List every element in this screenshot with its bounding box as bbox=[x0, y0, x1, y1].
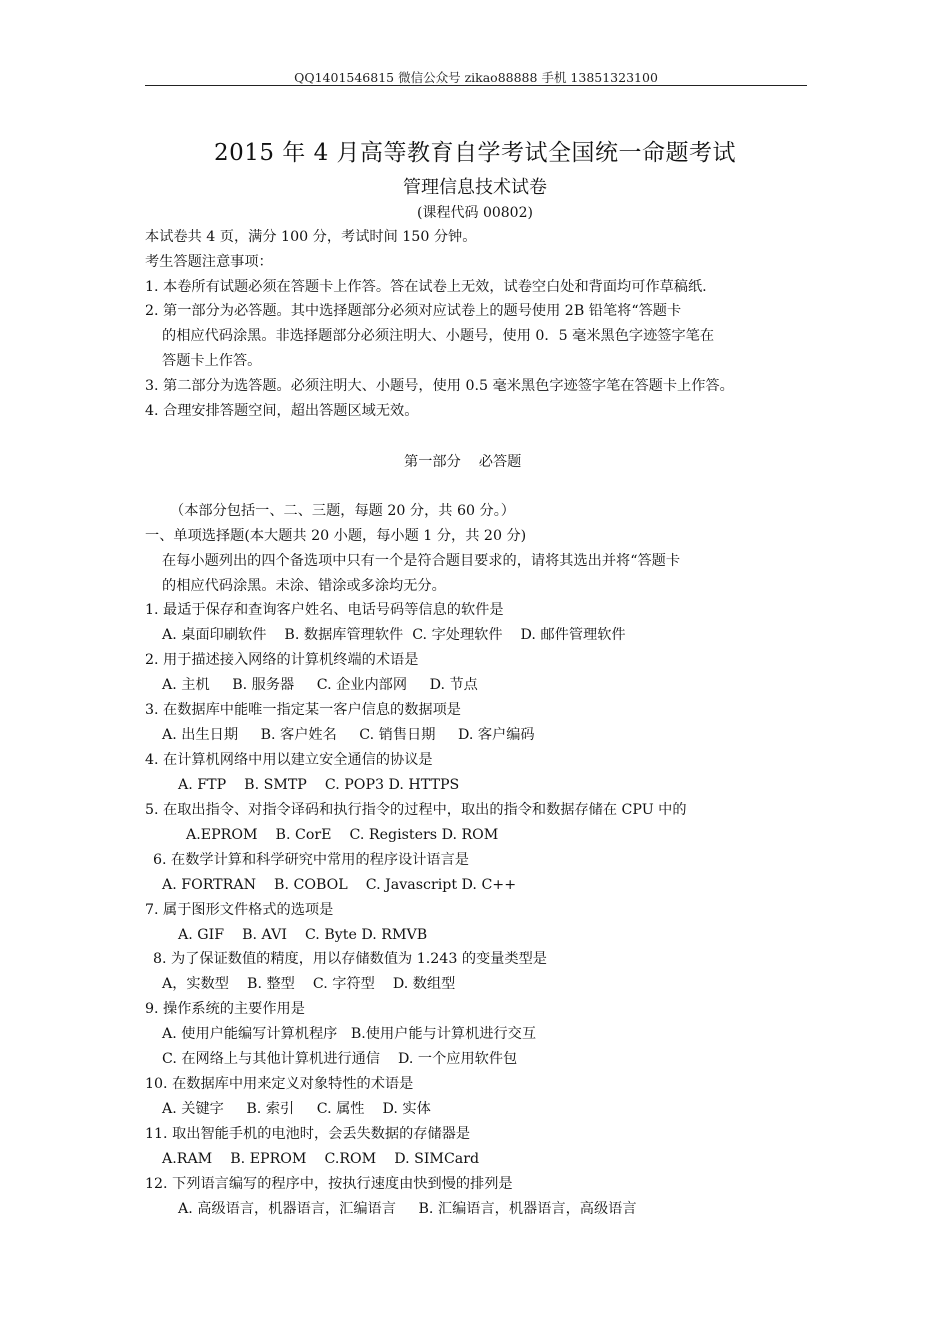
question-8-options: A，实数型 B. 整型 C. 字符型 D. 数组型 bbox=[162, 976, 456, 992]
section1-desc: 在每小题列出的四个备选项中只有一个是符合题目要求的，请将其选出并将“答题卡 bbox=[162, 553, 681, 569]
question-1: 1. 最适于保存和查询客户姓名、电话号码等信息的软件是 bbox=[145, 602, 504, 618]
question-2: 2. 用于描述接入网络的计算机终端的术语是 bbox=[145, 652, 419, 668]
question-4: 4. 在计算机网络中用以建立安全通信的协议是 bbox=[145, 752, 433, 768]
question-6-options: A. FORTRAN B. COBOL C. Javascript D. C++ bbox=[162, 877, 517, 893]
course-code: (课程代码 00802) bbox=[417, 205, 533, 221]
question-3: 3. 在数据库中能唯一指定某一客户信息的数据项是 bbox=[145, 702, 461, 718]
instruction-item-4: 4. 合理安排答题空间，超出答题区域无效。 bbox=[145, 403, 419, 419]
question-9: 9. 操作系统的主要作用是 bbox=[145, 1001, 305, 1017]
question-10-options: A. 关键字 B. 索引 C. 属性 D. 实体 bbox=[162, 1101, 431, 1117]
page-header: QQ1401546815 微信公众号 zikao88888 手机 13851323100 bbox=[294, 70, 658, 85]
exam-subject: 管理信息技术试卷 bbox=[403, 177, 547, 198]
question-9-options-ab: A. 使用户能编写计算机程序 B.使用户能与计算机进行交互 bbox=[162, 1026, 537, 1042]
part1-heading: 第一部分 必答题 bbox=[404, 454, 522, 470]
header-divider bbox=[145, 85, 807, 86]
question-2-options: A. 主机 B. 服务器 C. 企业内部网 D. 节点 bbox=[162, 677, 478, 693]
question-11-options: A.RAM B. EPROM C.ROM D. SIMCard bbox=[162, 1151, 480, 1167]
question-6: 6. 在数学计算和科学研究中常用的程序设计语言是 bbox=[153, 852, 469, 868]
exam-title: 2015 年 4 月高等教育自学考试全国统一命题考试 bbox=[213, 140, 737, 166]
instructions-heading: 考生答题注意事项： bbox=[145, 254, 273, 270]
question-4-options: A. FTP B. SMTP C. POP3 D. HTTPS bbox=[178, 777, 460, 793]
instruction-item-3: 3. 第二部分为选答题。必须注明大、小题号，使用 0.5 毫米黑色字迹签字笔在答题卡上作答。 bbox=[145, 378, 734, 394]
question-12-options: A. 高级语言，机器语言，汇编语言 B. 汇编语言，机器语言，高级语言 bbox=[178, 1201, 637, 1217]
question-12: 12. 下列语言编写的程序中，按执行速度由快到慢的排列是 bbox=[145, 1176, 513, 1192]
instruction-item-2: 2. 第一部分为必答题。其中选择题部分必须对应试卷上的题号使用 2B 铅笔将“答题卡 bbox=[145, 303, 682, 319]
question-9-options-cd: C. 在网络上与其他计算机进行通信 D. 一个应用软件包 bbox=[162, 1051, 518, 1067]
part1-note: （本部分包括一、二、三题，每题 20 分，共 60 分。） bbox=[170, 503, 515, 519]
instruction-item-2-cont: 的相应代码涂黑。非选择题部分必须注明大、小题号，使用 0．5 毫米黑色字迹签字笔在 bbox=[162, 328, 715, 344]
instruction-item-2-end: 答题卡上作答。 bbox=[162, 353, 262, 369]
question-10: 10. 在数据库中用来定义对象特性的术语是 bbox=[145, 1076, 414, 1092]
instructions-intro: 本试卷共 4 页，满分 100 分，考试时间 150 分钟。 bbox=[145, 229, 477, 245]
question-1-options: A. 桌面印刷软件 B. 数据库管理软件 C. 字处理软件 D. 邮件管理软件 bbox=[162, 627, 626, 643]
section1-desc-cont: 的相应代码涂黑。未涂、错涂或多涂均无分。 bbox=[162, 578, 446, 594]
section1-title: 一、单项选择题(本大题共 20 小题，每小题 1 分，共 20 分) bbox=[145, 528, 527, 544]
instruction-item-1: 1. 本卷所有试题必须在答题卡上作答。答在试卷上无效，试卷空白处和背面均可作草稿纸. bbox=[145, 279, 707, 295]
question-11: 11. 取出智能手机的电池时，会丢失数据的存储器是 bbox=[145, 1126, 471, 1142]
question-3-options: A. 出生日期 B. 客户姓名 C. 销售日期 D. 客户编码 bbox=[162, 727, 535, 743]
question-7-options: A. GIF B. AVI C. Byte D. RMVB bbox=[178, 927, 428, 943]
question-8: 8. 为了保证数值的精度，用以存储数值为 1.243 的变量类型是 bbox=[153, 951, 547, 967]
question-5-options: A.EPROM B. CorE C. Registers D. ROM bbox=[186, 827, 499, 843]
question-7: 7. 属于图形文件格式的选项是 bbox=[145, 902, 334, 918]
question-5: 5. 在取出指令、对指令译码和执行指令的过程中，取出的指令和数据存储在 CPU 中的 bbox=[145, 802, 687, 818]
